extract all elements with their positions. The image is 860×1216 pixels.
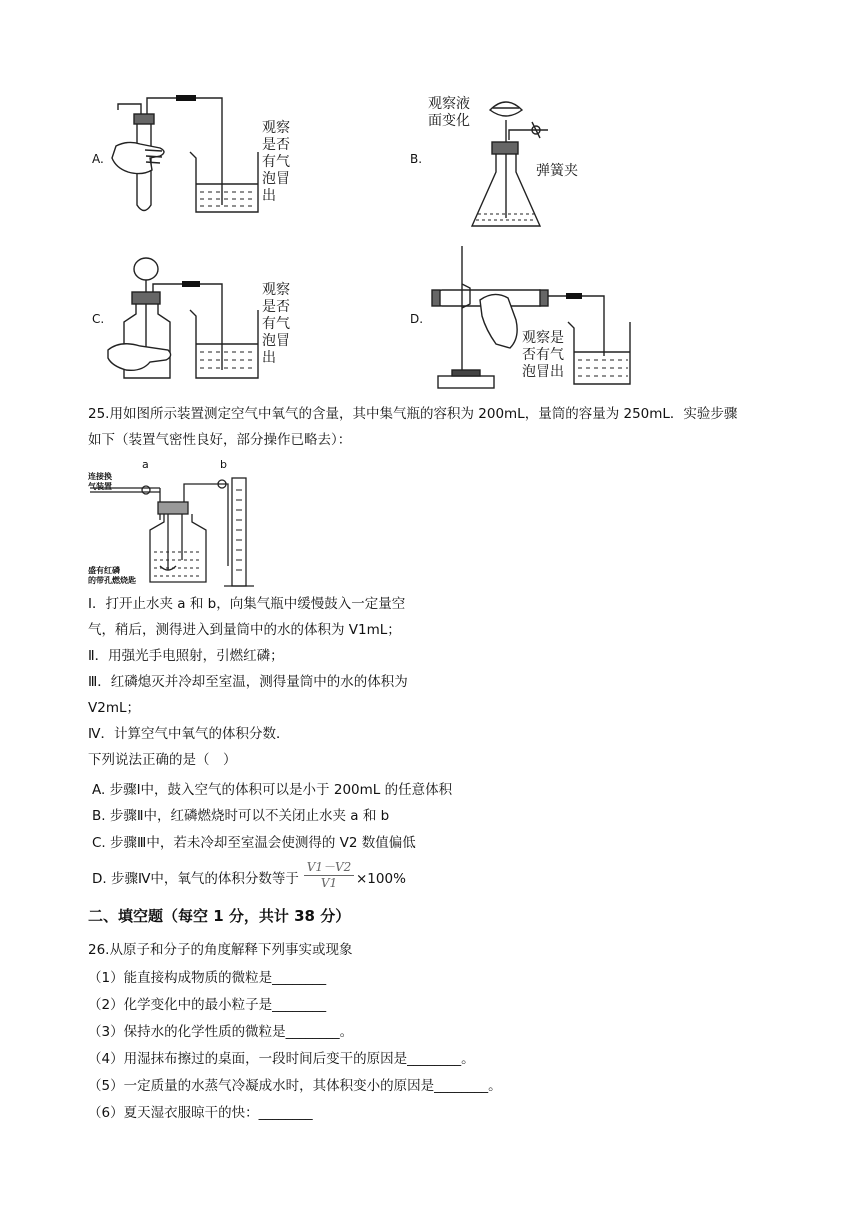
fraction-denominator: V1 xyxy=(320,876,338,890)
option-b-letter: B. xyxy=(410,152,423,166)
label-line: 气装置 xyxy=(88,482,112,491)
fraction-numerator: V1－V2 xyxy=(304,860,354,876)
label-line: 盛有红磷 xyxy=(88,566,120,575)
q25-figure-label-a: a xyxy=(142,458,149,471)
q25-figure-inlet-label xyxy=(88,472,112,492)
caption-line: 观察 xyxy=(262,282,290,298)
q25-step-1-cont: 气，稍后，测得进入到量筒中的水的体积为 V1mL； xyxy=(88,622,401,638)
q25-stem-line1: 25.用如图所示装置测定空气中氧气的含量，其中集气瓶的容积为 200mL，量筒的容量为 250mL．实验步骤 xyxy=(88,406,738,422)
q25-step-2: Ⅱ．用强光手电照射，引燃红磷； xyxy=(88,648,284,664)
q25-stem-line2: 如下（装置气密性良好，部分操作已略去）： xyxy=(88,432,352,448)
q26-stem: 26.从原子和分子的角度解释下列事实或现象 xyxy=(88,942,353,958)
label-line: 的带孔燃烧匙 xyxy=(88,576,136,585)
q26-item-6: （6）夏天湿衣服晾干的快：________ xyxy=(88,1105,313,1121)
q26-item-1: （1）能直接构成物质的微粒是________ xyxy=(88,970,327,986)
q25-figure-label-b: b xyxy=(220,458,227,471)
q25-fraction xyxy=(304,860,354,891)
option-d-letter: D. xyxy=(410,312,424,326)
option-c-letter: C. xyxy=(92,312,105,326)
caption-line: 泡冒 xyxy=(262,333,290,349)
caption-line: 出 xyxy=(262,188,276,204)
q25-step-3-cont: V2mL； xyxy=(88,700,140,716)
caption-line: 出 xyxy=(262,350,276,366)
q25-question: 下列说法正确的是（ ） xyxy=(88,752,237,768)
section-heading: 二、填空题（每空 1 分，共计 38 分） xyxy=(88,907,351,925)
caption-line: 观察是 xyxy=(522,330,564,346)
q25-choice-c: C. 步骤Ⅲ中，若未冷却至室温会使测得的 V2 数值偏低 xyxy=(92,835,416,851)
q25-step-1: Ⅰ．打开止水夹 a 和 b，向集气瓶中缓慢鼓入一定量空 xyxy=(88,596,406,612)
q26-item-4: （4）用湿抹布擦过的桌面，一段时间后变干的原因是________。 xyxy=(88,1051,475,1067)
q25-choice-d-suffix: ×100% xyxy=(356,871,406,887)
q26-item-3: （3）保持水的化学性质的微粒是________。 xyxy=(88,1024,354,1040)
option-b-clamp-caption: 弹簧夹 xyxy=(536,163,578,179)
caption-line: 泡冒 xyxy=(262,171,290,187)
q25-figure-spoon-label xyxy=(88,566,136,586)
caption-line: 泡冒出 xyxy=(522,364,564,380)
q25-choice-d-prefix: D. 步骤Ⅳ中，氧气的体积分数等于 xyxy=(92,871,299,887)
q25-choice-a: A. 步骤Ⅰ中，鼓入空气的体积可以是小于 200mL 的任意体积 xyxy=(92,782,453,798)
q26-item-2: （2）化学变化中的最小粒子是________ xyxy=(88,997,327,1013)
caption-line: 观察 xyxy=(262,120,290,136)
q25-step-4: Ⅳ．计算空气中氧气的体积分数． xyxy=(88,726,290,742)
caption-line: 是否 xyxy=(262,299,290,315)
caption-line: 有气 xyxy=(262,316,290,332)
option-a-letter: A. xyxy=(92,152,104,166)
caption-line: 观察液 xyxy=(428,96,470,112)
caption-line: 面变化 xyxy=(428,113,470,129)
q25-step-3: Ⅲ．红磷熄灭并冷却至室温，测得量筒中的水的体积为 xyxy=(88,674,408,690)
caption-line: 否有气 xyxy=(522,347,564,363)
label-line: 连接换 xyxy=(88,472,112,481)
caption-line: 是否 xyxy=(262,137,290,153)
caption-line: 有气 xyxy=(262,154,290,170)
q26-item-5: （5）一定质量的水蒸气冷凝成水时，其体积变小的原因是________。 xyxy=(88,1078,502,1094)
q25-choice-b: B. 步骤Ⅱ中，红磷燃烧时可以不关闭止水夹 a 和 b xyxy=(92,808,390,824)
